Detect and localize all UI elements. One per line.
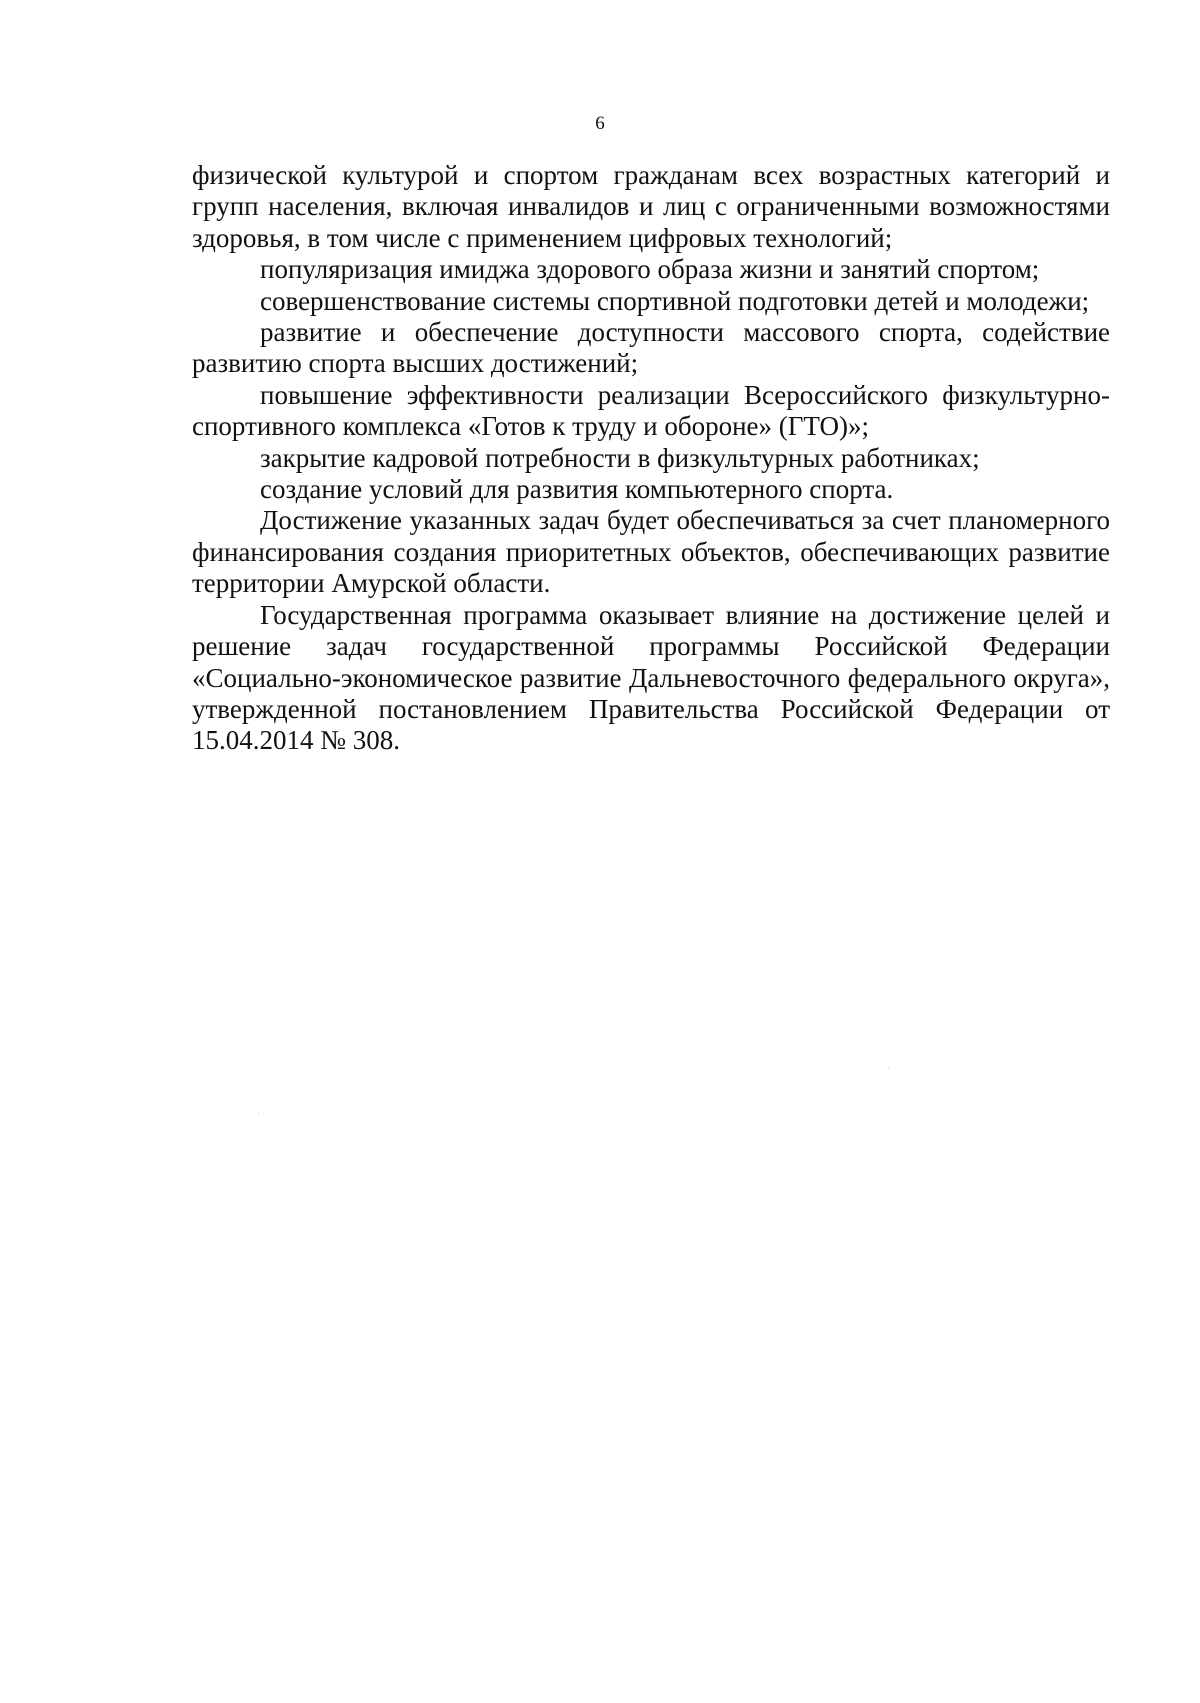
paragraph-task-mass-sport: развитие и обеспечение доступности массового спорта, содействие развитию спорта высших достижений; [192, 317, 1110, 379]
paragraph-task-staff: закрытие кадровой потребности в физкультурных работниках; [260, 442, 980, 473]
paragraph-influence: Государственная программа оказывает влияние на достижение целей и решение задач государственной программы Российской Федерации «Социально-экономическое развитие Дальневосточного федерального округа», утвержденной постановлением Правительства Российской Федерации от 15.04.2014 № 308. [192, 599, 1110, 756]
paragraph-task-gto: повышение эффективности реализации Всероссийского физкультурно-спортивного комплекса «Готов к труду и обороне» (ГТО)»; [192, 379, 1110, 442]
paragraph-task-training: совершенствование системы спортивной подготовки детей и молодежи; [260, 285, 1090, 316]
paragraph-task-image: популяризация имиджа здорового образа жизни и занятий спортом; [260, 254, 1040, 285]
paragraph-achievement: Достижение указанных задач будет обеспечиваться за счет планомерного финансирования создания приоритетных объектов, обеспечивающих развитие территории Амурской области. [192, 505, 1110, 599]
scan-speck [258, 1113, 259, 1114]
paragraph-task-esports: создание условий для развития компьютерного спорта. [260, 474, 894, 505]
paragraph-continuation: физической культурой и спортом гражданам всех возрастных категорий и групп населения, включая инвалидов и лиц с ограниченными возможностями здоровья, в том числе с применением цифровых технологий; [192, 160, 1110, 253]
page-number: 6 [595, 113, 605, 134]
scan-speck [888, 1067, 889, 1068]
document-body [192, 160, 1110, 757]
